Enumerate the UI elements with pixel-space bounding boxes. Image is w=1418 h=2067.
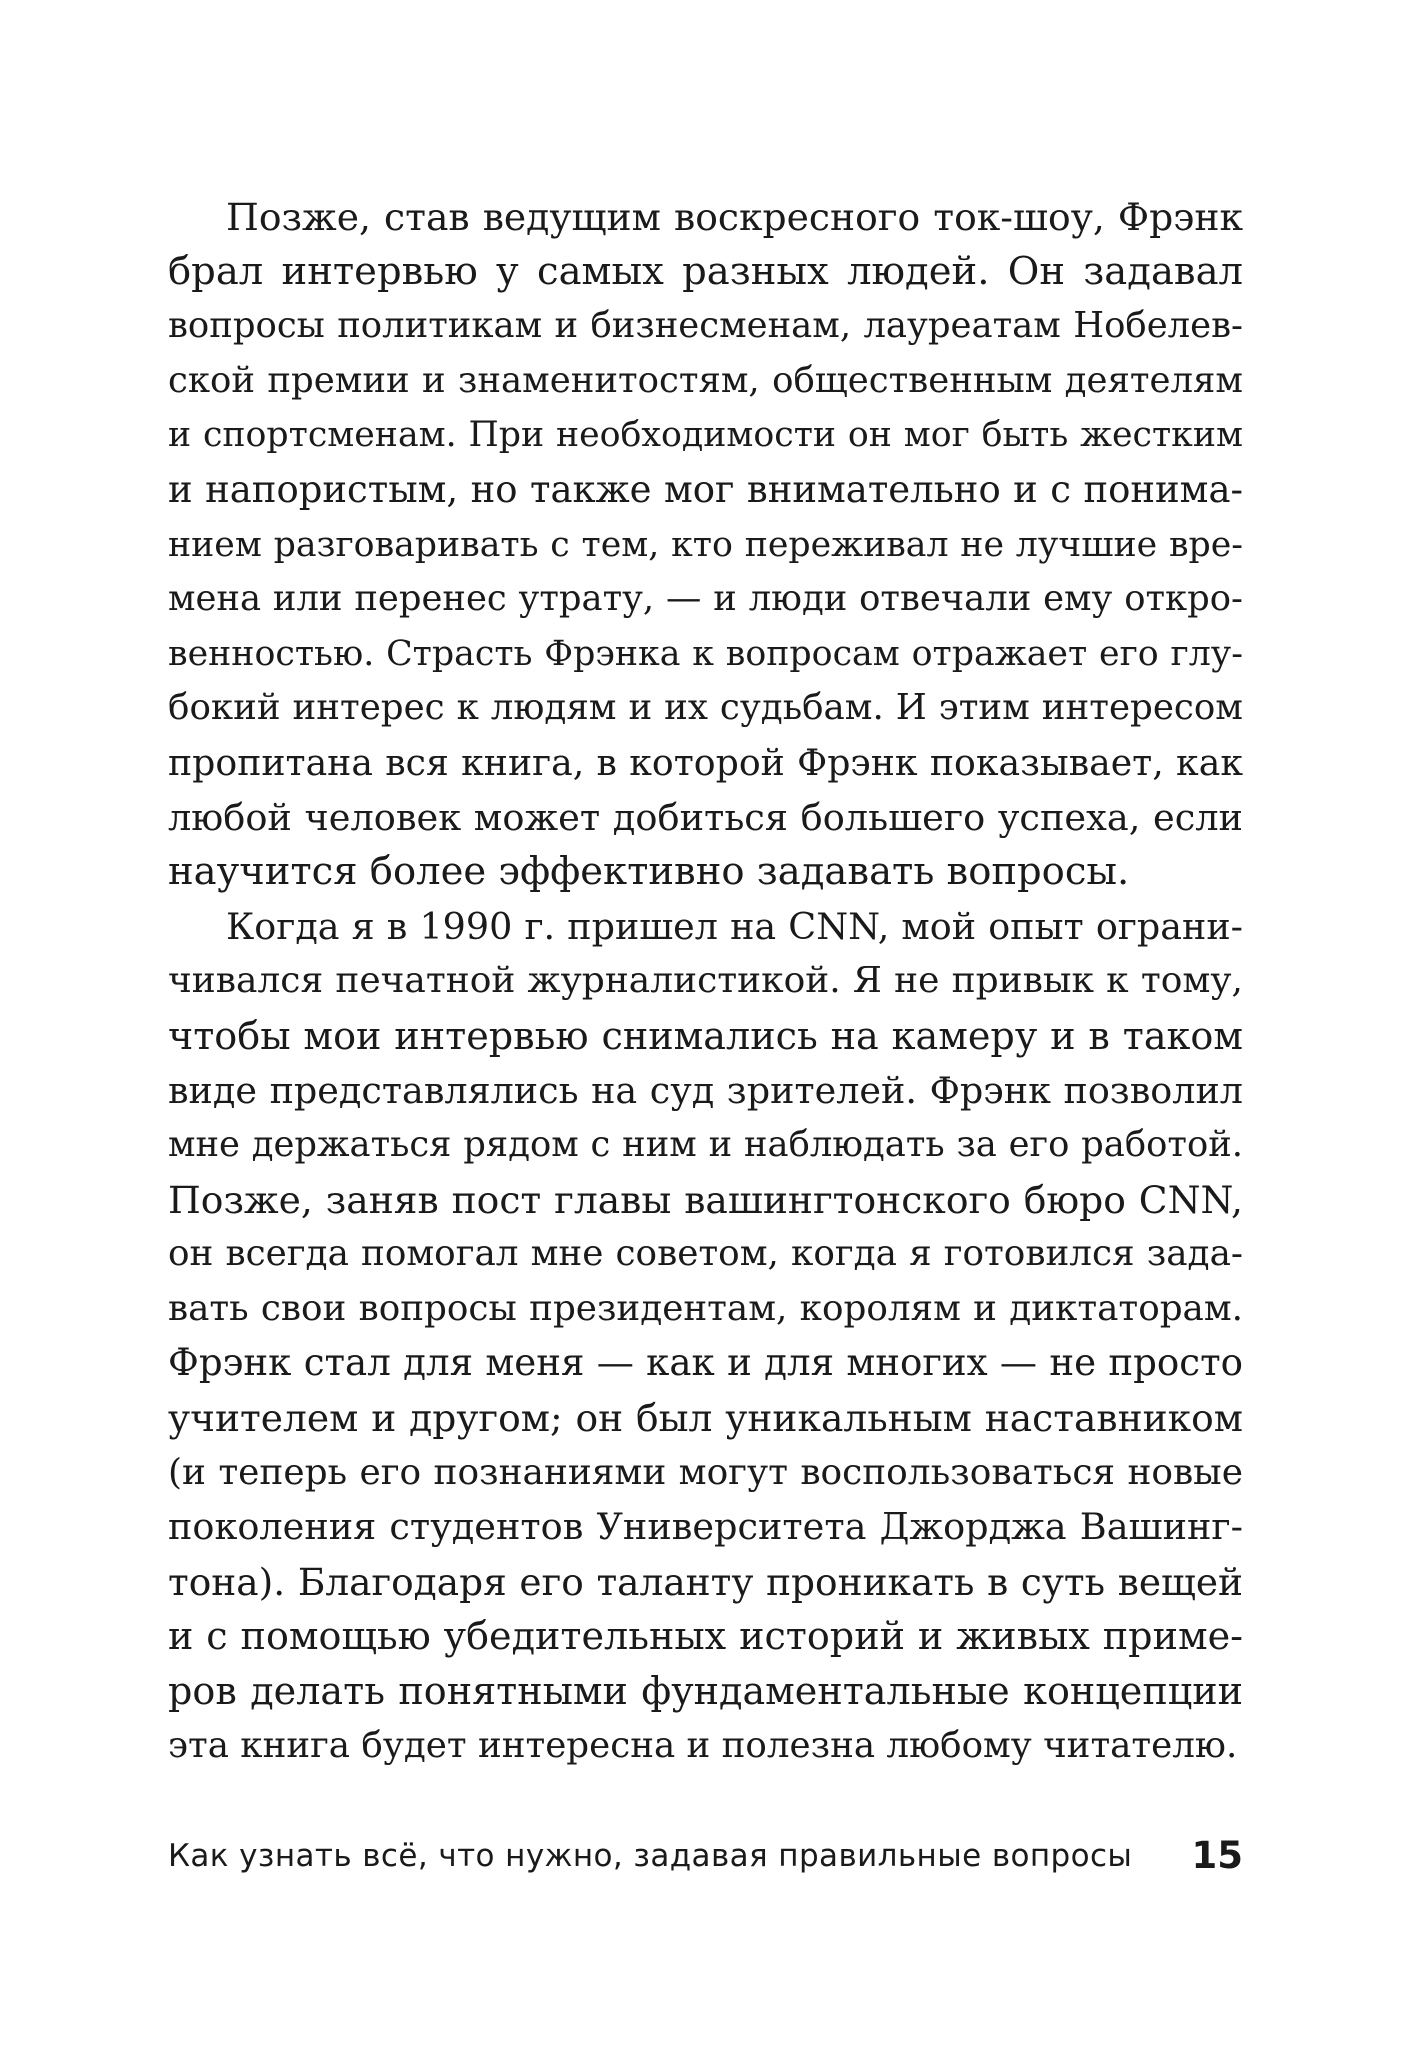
text-line: (и теперь его познаниями могут воспользоваться новые [168,1451,1243,1493]
text-line: любой человек может добиться большего успеха, если [168,795,1243,839]
text-line: вопросы политикам и бизнесменам, лауреатам Нобелев- [168,305,1243,347]
page-footer [168,1834,1243,1888]
text-line: венностью. Страсть Фрэнка к вопросам отражает его глу- [168,633,1243,674]
text-line: пропитана вся книга, в которой Фрэнк показывает, как [168,740,1243,784]
text-line: мена или перенес утрату, — и люди отвечали ему откро- [168,578,1243,620]
text-line: вать свои вопросы президентам, королям и диктаторам. [168,1287,1243,1329]
running-title: Как узнать всё, что нужно, задавая правильные вопросы [168,1838,1133,1874]
text-line: учителем и другом; он был уникальным наставником [168,1396,1243,1441]
page-number: 15 [1191,1834,1243,1877]
body-text [168,190,1243,1773]
text-line: виде представлялись на суд зрителей. Фрэнк позволил [168,1068,1243,1112]
text-line: эта книга будет интересна и полезна любому читателю. [168,1724,1238,1766]
text-line: брал интервью у самых разных людей. Он задавал [168,248,1243,294]
text-line: чивался печатной журналистикой. Я не привык к тому, [168,960,1243,1002]
text-line: тона). Благодаря его таланту проникать в суть вещей [168,1559,1243,1604]
text-line: ров делать понятными фундаментальные концепции [168,1669,1243,1714]
text-line: мне держаться рядом с ним и наблюдать за его работой. [168,1124,1243,1166]
text-line: Позже, заняв пост главы вашингтонского бюро CNN, [168,1177,1243,1222]
text-line: и напористым, но также мог внимательно и с понима- [168,467,1243,511]
text-line: нием разговаривать с тем, кто переживал не лучшие вре- [168,524,1243,565]
text-line: Фрэнк стал для меня — как и для многих — не просто [168,1341,1243,1385]
text-line: чтобы мои интервью снимались на камеру и в таком [168,1013,1243,1058]
paragraph-2 [168,900,1243,1774]
text-line: он всегда помогал мне советом, когда я готовился зада- [168,1233,1243,1275]
text-line: Позже, став ведущим воскресного ток-шоу, Фрэнк [226,195,1243,239]
text-line: ской премии и знаменитостям, общественным деятелям [168,359,1243,401]
text-line: поколения студентов Университета Джорджа Вашинг- [168,1505,1243,1549]
text-line: научится более эффективно задавать вопросы. [168,849,1130,895]
text-line: и с помощью убедительных историй и живых приме- [168,1614,1243,1659]
text-line: Когда я в 1990 г. пришел на CNN, мой опыт ограни- [226,904,1243,948]
text-line: бокий интерес к людям и их судьбам. И этим интересом [168,687,1243,729]
paragraph-1 [168,190,1243,900]
text-line: и спортсменам. При необходимости он мог быть жестким [168,415,1243,456]
